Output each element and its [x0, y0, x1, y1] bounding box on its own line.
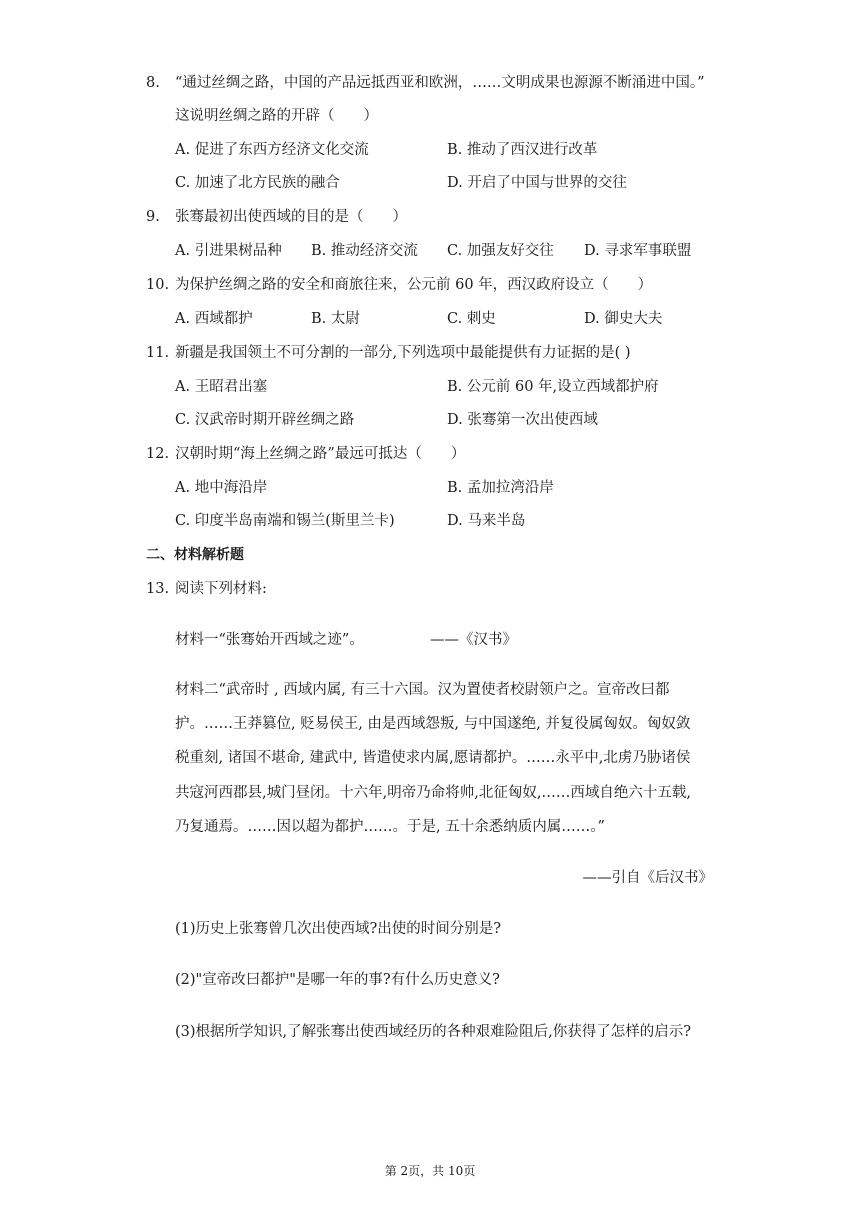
- option-b: [447, 140, 597, 160]
- option-letter: C.: [175, 412, 191, 428]
- option-a: [175, 478, 267, 498]
- question-stem: 阅读下列材料:: [175, 581, 267, 597]
- page-footer: 第 2页，共 10页: [384, 1164, 476, 1178]
- option-a: [175, 241, 282, 261]
- option-d: [447, 410, 598, 430]
- material-2-line: 乃复通焉。……因以超为都护……。于是, 五十余悉纳质内属……。”: [175, 819, 605, 835]
- option-text: 张骞第一次出使西域: [467, 412, 598, 428]
- option-text: 促进了东西方经济文化交流: [194, 142, 369, 158]
- option-c: [175, 511, 395, 531]
- material-2-line: 税重刻, 诸国不堪命, 建武中, 皆遣使求内属,愿请都护。……永平中,北虏乃胁诸侯: [175, 750, 691, 766]
- question-number: 13.: [146, 581, 170, 597]
- option-letter: C.: [175, 513, 191, 529]
- option-b: [447, 478, 554, 498]
- option-letter: C.: [447, 243, 463, 259]
- option-d: [584, 309, 662, 329]
- option-text: 地中海沿岸: [194, 480, 268, 496]
- option-b: [311, 309, 360, 329]
- option-letter: D.: [447, 175, 463, 191]
- option-d: [447, 173, 627, 193]
- option-letter: B.: [447, 142, 463, 158]
- option-text: 御史大夫: [604, 311, 663, 327]
- option-text: 推动了西汉进行改革: [466, 142, 598, 158]
- section-heading: 二、材料解析题: [146, 547, 244, 563]
- question-stem: 为保护丝绸之路的安全和商旅往来，公元前 60 年，西汉政府设立（ ）: [175, 277, 653, 293]
- option-text: 公元前 60 年,设立西域都护府: [466, 379, 659, 395]
- option-text: 加速了北方民族的融合: [194, 175, 340, 191]
- material-1: 材料一“张骞始开西域之迹”。: [175, 632, 364, 648]
- option-letter: D.: [584, 311, 600, 327]
- option-c: [447, 309, 496, 329]
- option-letter: D.: [447, 513, 463, 529]
- question-number: 10.: [146, 277, 170, 293]
- option-text: 引进果树品种: [194, 243, 282, 259]
- option-text: 西域都护: [194, 311, 253, 327]
- option-a: [175, 309, 253, 329]
- question-number: 11.: [146, 345, 170, 361]
- option-text: 印度半岛南端和锡兰(斯里兰卡): [194, 513, 395, 529]
- option-text: 马来半岛: [467, 513, 526, 529]
- question-stem: “通过丝绸之路，中国的产品远抵西亚和欧洲，……文明成果也源源不断涌进中国。”: [175, 75, 705, 91]
- option-letter: A.: [175, 379, 191, 395]
- option-letter: B.: [311, 311, 327, 327]
- option-text: 刺史: [466, 311, 496, 327]
- option-c: [175, 173, 340, 193]
- option-letter: C.: [175, 175, 191, 191]
- option-b: [447, 377, 659, 397]
- option-text: 加强友好交往: [466, 243, 554, 259]
- material-2-source: ——引自《后汉书》: [582, 870, 713, 886]
- material-1-source: ——《汉书》: [430, 632, 517, 648]
- option-c: [175, 410, 354, 430]
- option-letter: B.: [447, 480, 463, 496]
- option-text: 汉武帝时期开辟丝绸之路: [194, 412, 355, 428]
- sub-question: (2)"宣帝改曰都护"是哪一年的事?有什么历史意义?: [175, 972, 500, 988]
- option-letter: D.: [584, 243, 600, 259]
- question-stem-continued: 这说明丝绸之路的开辟（ ）: [175, 108, 378, 124]
- option-letter: A.: [175, 243, 191, 259]
- option-d: [584, 241, 691, 261]
- question-number: 9.: [146, 209, 160, 225]
- sub-question: (3)根据所学知识,了解张骞出使西域经历的各种艰难险阻后,你获得了怎样的启示?: [175, 1024, 692, 1040]
- option-text: 太尉: [330, 311, 360, 327]
- question-number: 12.: [146, 446, 170, 462]
- option-a: [175, 377, 267, 397]
- question-number: 8.: [146, 75, 160, 91]
- question-stem: 汉朝时期“海上丝绸之路”最远可抵达（ ）: [175, 446, 466, 462]
- option-letter: C.: [447, 311, 463, 327]
- option-text: 王昭君出塞: [194, 379, 268, 395]
- option-letter: D.: [447, 412, 463, 428]
- option-text: 开启了中国与世界的交往: [467, 175, 627, 191]
- option-a: [175, 140, 369, 160]
- option-text: 寻求军事联盟: [604, 243, 692, 259]
- question-stem: 新疆是我国领土不可分割的一部分,下列选项中最能提供有力证据的是( ): [175, 345, 631, 361]
- sub-question: (1)历史上张骞曾几次出使西域?出使的时间分别是?: [175, 921, 502, 937]
- material-2-line: 护。……王莽篡位, 贬易侯王, 由是西域怨叛, 与中国遂绝, 并复役属匈奴。匈奴敛: [175, 716, 691, 732]
- option-letter: B.: [447, 379, 463, 395]
- option-text: 推动经济交流: [330, 243, 418, 259]
- option-letter: B.: [311, 243, 327, 259]
- material-2-line: 材料二“武帝时 , 西域内属, 有三十六国。汉为置使者校尉领户之。宣帝改曰都: [175, 682, 670, 698]
- option-b: [311, 241, 418, 261]
- question-stem: 张骞最初出使西域的目的是（ ）: [175, 209, 407, 225]
- option-d: [447, 511, 525, 531]
- option-text: 孟加拉湾沿岸: [466, 480, 554, 496]
- option-letter: A.: [175, 142, 191, 158]
- option-c: [447, 241, 554, 261]
- option-letter: A.: [175, 480, 191, 496]
- material-2-line: 共寇河西郡县,城门昼闭。十六年,明帝乃命将帅,北征匈奴,……西域自绝六十五载,: [175, 785, 692, 801]
- option-letter: A.: [175, 311, 191, 327]
